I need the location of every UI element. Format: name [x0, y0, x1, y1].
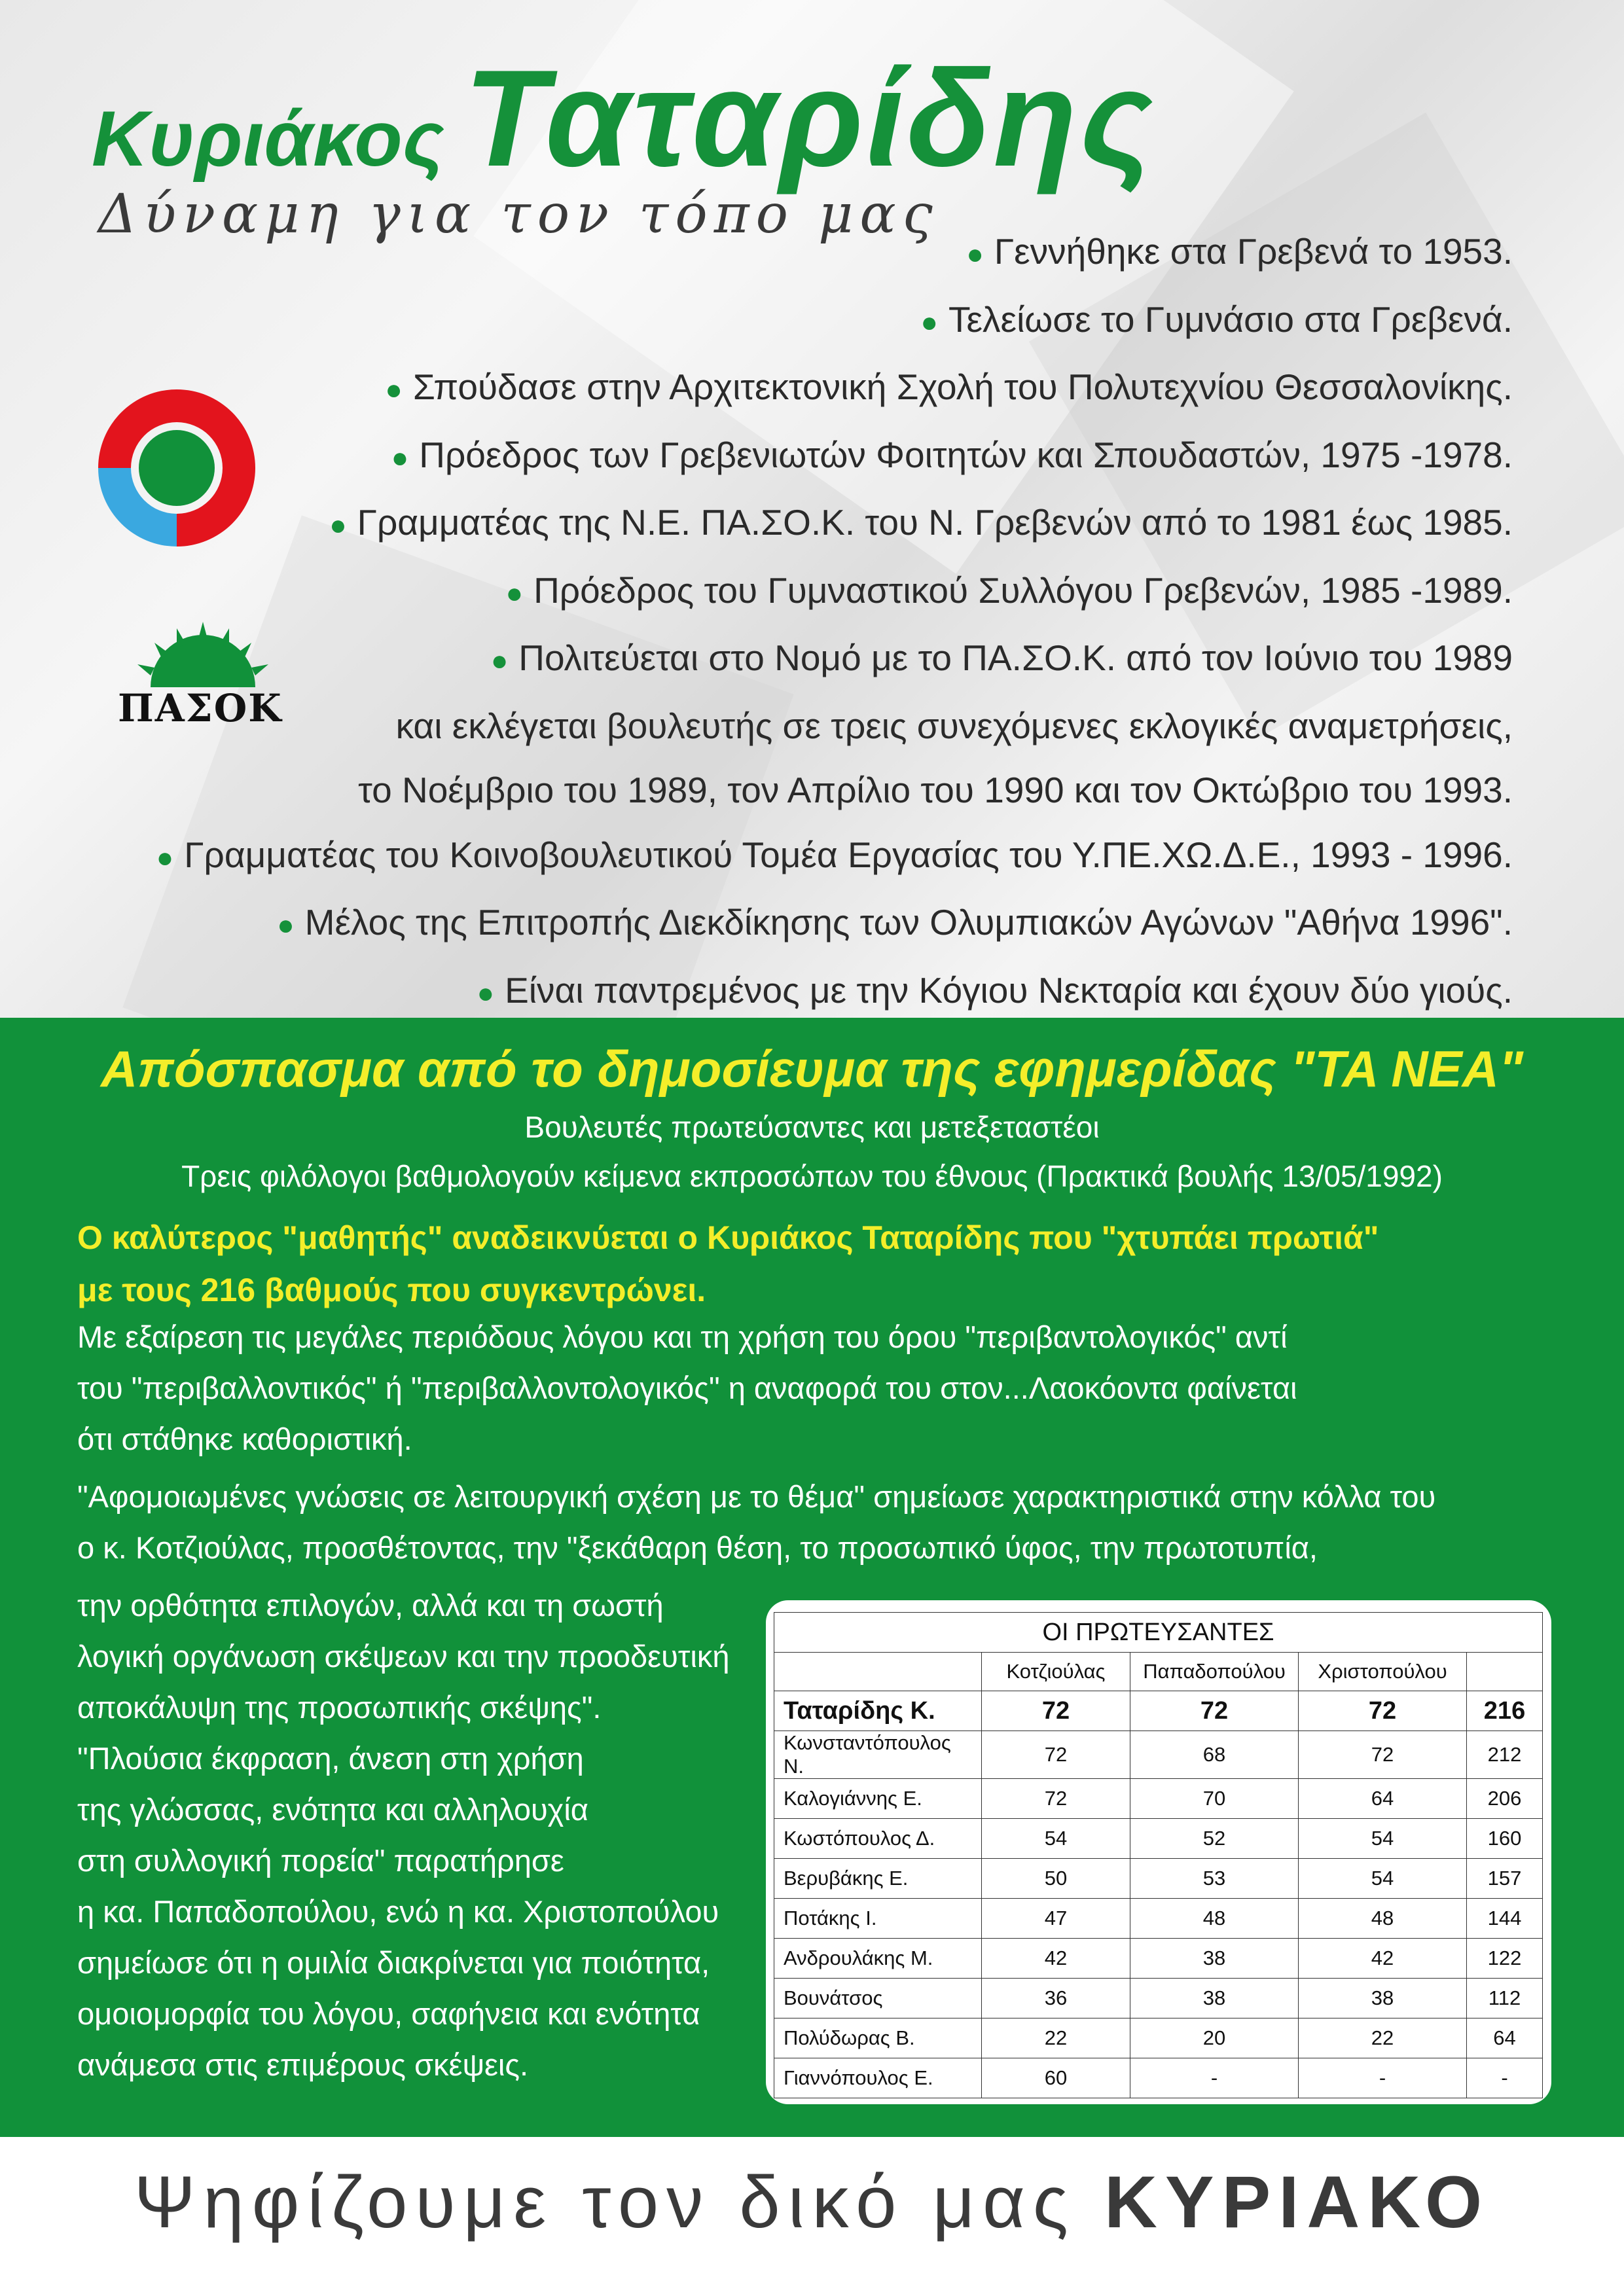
bio-item: ● Πρόεδρος του Γυμναστικού Συλλόγου Γρεβενών, 1985 -1989.	[505, 569, 1513, 611]
article-line: σημείωσε ότι η ομιλία διακρίνεται για ποιότητα,	[77, 1945, 710, 1980]
article-subtitle: Τρεις φιλόλογοι βαθμολογούν κείμενα εκπροσώπων του έθνους (Πρακτικά βουλής 13/05/1992)	[181, 1159, 1443, 1193]
candidate-name	[92, 39, 1155, 198]
table-caption: ΟΙ ΠΡΩΤΕΥΣΑΝΤΕΣ	[774, 1613, 1543, 1653]
table-row: Βουνάτσος 36 38 38 112	[774, 1979, 1543, 2018]
bio-item-continued: και εκλέγεται βουλευτής σε τρεις συνεχόμενες εκλογικές αναμετρήσεις,	[395, 705, 1513, 746]
table-header-row	[774, 1653, 1543, 1691]
table-row: Κωνσταντόπουλος Ν. 72 68 72 212	[774, 1731, 1543, 1779]
article-line: ότι στάθηκε καθοριστική.	[77, 1422, 412, 1456]
article-line: ομοιομορφία του λόγου, σαφήνεια και ενότητα	[77, 1996, 700, 2031]
table-row: Γιαννόπουλος Ε. 60 - - -	[774, 2058, 1543, 2098]
bio-item: ● Πολιτεύεται στο Νομό με το ΠΑ.ΣΟ.Κ. από τον Ιούνιο του 1989	[490, 637, 1513, 678]
footer-name: ΚΥΡΙΑΚΟ	[1104, 2161, 1490, 2243]
bio-item: ● Πρόεδρος των Γρεβενιωτών Φοιτητών και Σπουδαστών, 1975 -1978.	[391, 434, 1513, 475]
article-line: στη συλλογική πορεία" παρατήρησε	[77, 1843, 564, 1878]
bio-item-continued: το Νοέμβριο του 1989, τον Απρίλιο του 1990 και τον Οκτώβριο του 1993.	[358, 770, 1513, 810]
table-row: Ποτάκης Ι. 47 48 48 144	[774, 1899, 1543, 1939]
article-line: η κα. Παπαδοπούλου, ενώ η κα. Χριστοπούλου	[77, 1894, 719, 1929]
bio-list	[138, 219, 1513, 1026]
column-header	[1467, 1653, 1543, 1691]
table-caption-row	[774, 1613, 1543, 1653]
article-line: του "περιβαλλοντικός" ή "περιβαλλοντολογικός" η αναφορά του στον...Λαοκόοντα φαίνεται	[77, 1371, 1297, 1405]
article-line: "Αφομοιωμένες γνώσεις σε λειτουργική σχέση με το θέμα" σημείωσε χαρακτηριστικά στην κόλλα του	[77, 1479, 1436, 1514]
column-header: Παπαδοπούλου	[1130, 1653, 1299, 1691]
table-row: Κωστόπουλος Δ. 54 52 54 160	[774, 1819, 1543, 1859]
article-line: αποκάλυψη της προσωπικής σκέψης".	[77, 1690, 602, 1725]
table-row: Πολύδωρας Β. 22 20 22 64	[774, 2018, 1543, 2058]
first-name: Κυριάκος	[92, 95, 444, 183]
bio-item: ● Γεννήθηκε στα Γρεβενά το 1953.	[966, 231, 1513, 272]
slogan: Δύναμη για τον τόπο μας	[98, 183, 939, 245]
article-line: την ορθότητα επιλογών, αλλά και τη σωστή	[77, 1588, 664, 1623]
column-header	[774, 1653, 982, 1691]
table-row: Βερυβάκης Ε. 50 53 54 157	[774, 1859, 1543, 1899]
article-title: Απόσπασμα από το δημοσίευμα της εφημερίδας "ΤΑ ΝΕΑ"	[101, 1040, 1523, 1098]
column-header: Κοτζιούλας	[982, 1653, 1130, 1691]
bio-item: ● Μέλος της Επιτροπής Διεκδίκησης των Ολυμπιακών Αγώνων "Αθήνα 1996".	[277, 902, 1513, 942]
article-line: Με εξαίρεση τις μεγάλες περιόδους λόγου και τη χρήση του όρου "περιβαντολογικός" αντί	[77, 1319, 1288, 1354]
bio-item: ● Σπούδασε στην Αρχιτεκτονική Σχολή του Πολυτεχνίου Θεσσαλονίκης.	[385, 367, 1513, 407]
table-row: Ταταρίδης Κ. 72 72 72 216	[774, 1691, 1543, 1731]
results-table	[774, 1612, 1543, 2098]
table-row: Ανδρουλάκης Μ. 42 38 42 122	[774, 1939, 1543, 1979]
last-name: Ταταρίδης	[463, 41, 1156, 195]
footer-text: Ψηφίζουμε τον δικό μας	[134, 2161, 1076, 2243]
article-line: ο κ. Κοτζιούλας, προσθέτοντας, την "ξεκάθαρη θέση, το προσωπικό ύφος, την πρωτοτυπία,	[77, 1530, 1318, 1565]
bio-item: ● Είναι παντρεμένος με την Κόγιου Νεκταρία και έχουν δύο γιούς.	[477, 969, 1513, 1011]
article-highlight: Ο καλύτερος "μαθητής" αναδεικνύεται ο Κυριάκος Ταταρίδης που "χτυπάει πρωτιά"	[77, 1219, 1379, 1256]
article-line: ανάμεσα στις επιμέρους σκέψεις.	[77, 2047, 529, 2082]
article-subtitle: Βουλευτές πρωτεύσαντες και μετεξεταστέοι	[524, 1110, 1100, 1144]
article-line: "Πλούσια έκφραση, άνεση στη χρήση	[77, 1741, 584, 1776]
article-highlight: με τους 216 βαθμούς που συγκεντρώνει.	[77, 1272, 706, 1308]
article-line: λογική οργάνωση σκέψεων και την προοδευτική	[77, 1639, 730, 1674]
bio-item: ● Γραμματέας της Ν.Ε. ΠΑ.ΣΟ.Κ. του Ν. Γρεβενών από το 1981 έως 1985.	[329, 502, 1513, 543]
footer-slogan	[0, 2160, 1624, 2244]
pasok-text: ΠΑΣΟΚ	[118, 686, 283, 730]
bio-item: ● Γραμματέας του Κοινοβουλευτικού Τομέα Εργασίας του Υ.ΠΕ.ΧΩ.Δ.Ε., 1993 - 1996.	[156, 834, 1513, 875]
article-line: της γλώσσας, ενότητα και αλληλουχία	[77, 1792, 588, 1827]
column-header: Χριστοπούλου	[1299, 1653, 1467, 1691]
bio-item: ● Τελείωσε το Γυμνάσιο στα Γρεβενά.	[920, 298, 1513, 340]
table-row: Καλογιάννης Ε. 72 70 64 206	[774, 1779, 1543, 1819]
